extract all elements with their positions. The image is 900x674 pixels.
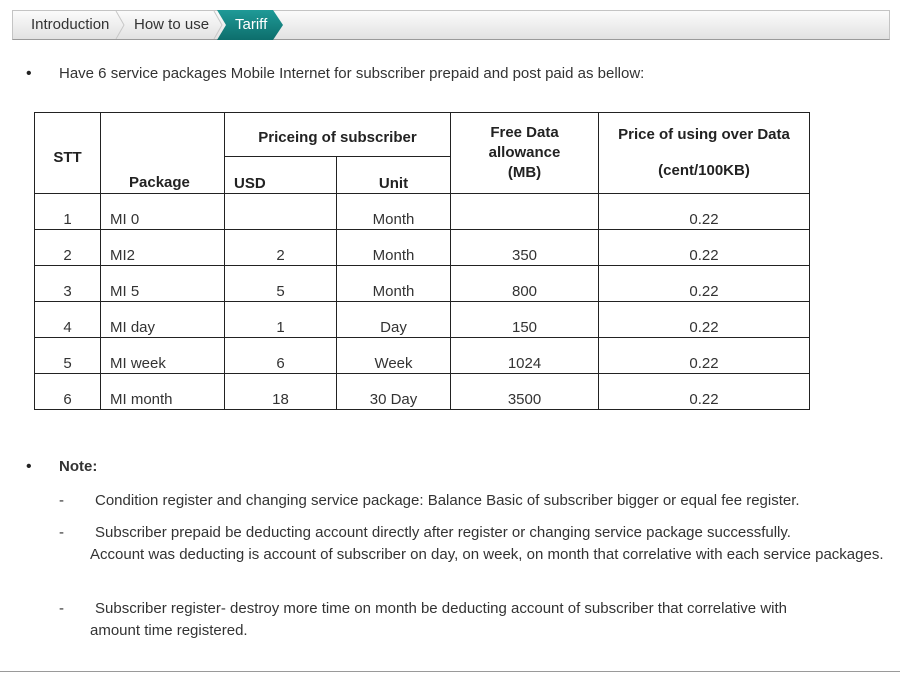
cell-over-price: 0.22 (599, 266, 810, 302)
cell-unit: Month (337, 194, 451, 230)
cell-package: MI month (101, 374, 225, 410)
cell-free-data: 350 (451, 230, 599, 266)
cell-over-price: 0.22 (599, 338, 810, 374)
cell-over-price: 0.22 (599, 230, 810, 266)
bullet-icon: • (26, 65, 32, 82)
cell-package: MI 0 (101, 194, 225, 230)
header-free-data-line3: (MB) (507, 164, 542, 181)
note-text-line: Subscriber register- destroy more time on month be deducting account of subscriber that correlative with (95, 600, 787, 617)
cell-free-data: 1024 (451, 338, 599, 374)
header-stt: STT (35, 113, 101, 194)
header-free-data-line2: allowance (488, 144, 561, 161)
cell-free-data: 800 (451, 266, 599, 302)
table-row (35, 338, 810, 374)
cell-usd: 18 (225, 374, 337, 410)
cell-free-data: 3500 (451, 374, 599, 410)
dash-marker: - (59, 600, 64, 617)
note-text-continuation: Account was deducting is account of subscriber on day, on week, on month that correlative with each service packages. (90, 546, 884, 563)
table-row (35, 230, 810, 266)
breadcrumb (12, 10, 890, 40)
header-usd: USD (225, 157, 337, 194)
cell-free-data (451, 194, 599, 230)
cell-stt: 3 (35, 266, 101, 302)
cell-unit: Month (337, 230, 451, 266)
note-item (59, 598, 889, 642)
tab-tariff-label: Tariff (235, 16, 268, 33)
note-text (59, 598, 889, 642)
table-row (35, 302, 810, 338)
cell-stt: 2 (35, 230, 101, 266)
cell-package: MI2 (101, 230, 225, 266)
note-item (59, 490, 889, 512)
tab-introduction[interactable]: Introduction (31, 16, 110, 33)
cell-package: MI day (101, 302, 225, 338)
cell-usd: 2 (225, 230, 337, 266)
dash-marker: - (59, 492, 64, 509)
note-text-line: Condition register and changing service package: Balance Basic of subscriber bigger or equal fee register. (95, 492, 800, 509)
bottom-divider (0, 671, 900, 672)
table-row (35, 266, 810, 302)
breadcrumb-separator-icon (115, 11, 125, 39)
cell-stt: 1 (35, 194, 101, 230)
cell-stt: 5 (35, 338, 101, 374)
cell-usd (225, 194, 337, 230)
note-text (59, 490, 889, 512)
tab-tariff[interactable] (217, 10, 283, 40)
table-row (35, 374, 810, 410)
tariff-table (34, 112, 810, 410)
note-text-line: Subscriber prepaid be deducting account directly after register or changing service package successfully. (95, 524, 791, 541)
header-free-data (451, 113, 599, 194)
header-over-data-price (599, 113, 810, 194)
cell-usd: 6 (225, 338, 337, 374)
cell-stt: 6 (35, 374, 101, 410)
note-text-continuation: amount time registered. (90, 622, 248, 639)
cell-package: MI 5 (101, 266, 225, 302)
cell-unit: Week (337, 338, 451, 374)
intro-text: Have 6 service packages Mobile Internet for subscriber prepaid and post paid as bellow: (59, 65, 645, 82)
cell-unit: Day (337, 302, 451, 338)
bullet-icon: • (26, 458, 32, 475)
cell-over-price: 0.22 (599, 194, 810, 230)
header-free-data-line1: Free Data (490, 124, 559, 141)
dash-marker: - (59, 524, 64, 541)
cell-free-data: 150 (451, 302, 599, 338)
tab-how-to-use[interactable]: How to use (134, 16, 210, 33)
table-row (35, 194, 810, 230)
cell-over-price: 0.22 (599, 374, 810, 410)
header-over-line2: (cent/100KB) (658, 162, 750, 179)
cell-usd: 5 (225, 266, 337, 302)
header-over-line1: Price of using over Data (618, 126, 790, 143)
header-unit: Unit (337, 157, 451, 194)
cell-stt: 4 (35, 302, 101, 338)
cell-unit: Month (337, 266, 451, 302)
header-package: Package (101, 113, 225, 194)
note-text (59, 522, 889, 566)
cell-usd: 1 (225, 302, 337, 338)
cell-package: MI week (101, 338, 225, 374)
cell-unit: 30 Day (337, 374, 451, 410)
note-title: Note: (59, 458, 98, 475)
note-item (59, 522, 889, 566)
cell-over-price: 0.22 (599, 302, 810, 338)
header-pricing: Priceing of subscriber (225, 113, 451, 157)
